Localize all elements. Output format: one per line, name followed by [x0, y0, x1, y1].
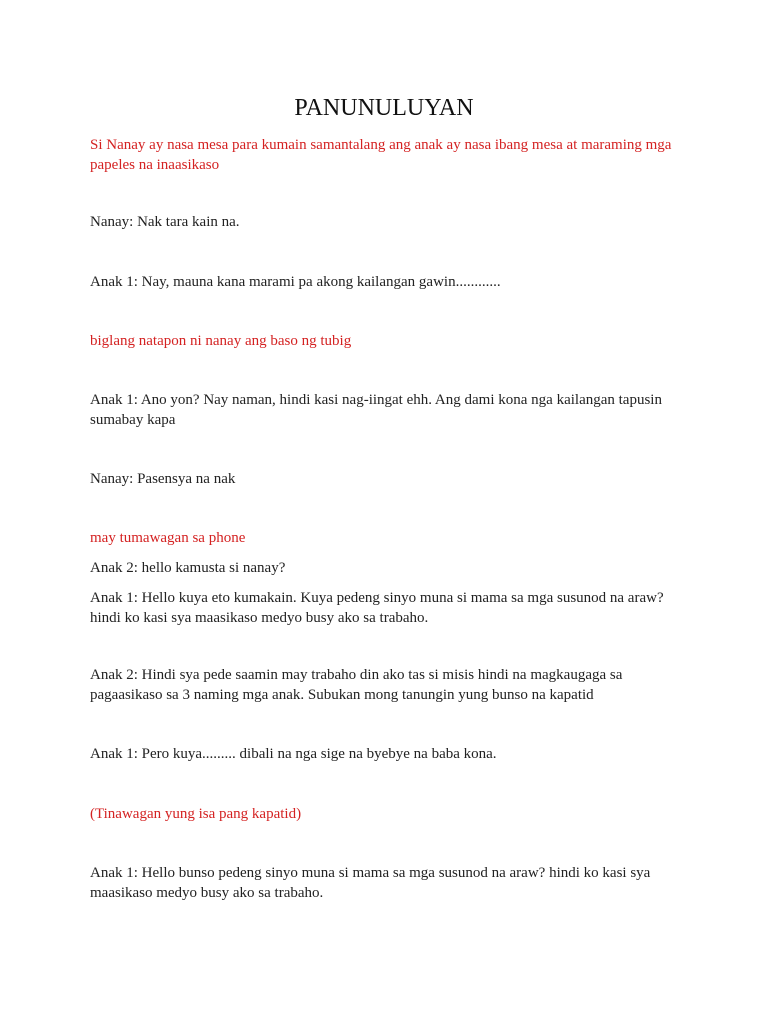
dialogue-anak1-3: Anak 1: Hello kuya eto kumakain. Kuya pedeng sinyo muna si mama sa mga susunod na araw? hindi ko kasi sya maasikaso medyo busy ako sa trabaho. — [90, 590, 664, 626]
dialogue-anak2-1: Anak 2: hello kamusta si nanay? — [90, 560, 286, 576]
dialogue-anak1-2: Anak 1: Ano yon? Nay naman, hindi kasi nag-iingat ehh. Ang dami kona nga kailangan tapusin sumabay kapa — [90, 392, 662, 428]
dialogue-anak1-1: Anak 1: Nay, mauna kana marami pa akong kailangan gawin............ — [90, 274, 501, 290]
stage-direction-2: biglang natapon ni nanay ang baso ng tubig — [90, 333, 352, 349]
dialogue-nanay-2: Nanay: Pasensya na nak — [90, 471, 236, 487]
document-title: PANUNULUYAN — [294, 95, 474, 121]
dialogue-anak1-4: Anak 1: Pero kuya......... dibali na nga sige na byebye na baba kona. — [90, 746, 497, 762]
dialogue-anak1-5: Anak 1: Hello bunso pedeng sinyo muna si mama sa mga susunod na araw? hindi ko kasi sya maasikaso medyo busy ako sa trabaho. — [90, 865, 651, 901]
dialogue-anak2-2: Anak 2: Hindi sya pede saamin may trabaho din ako tas si misis hindi na magkaugaga sa pagaasikaso sa 3 naming mga anak. Subukan mong tanungin yung bunso na kapatid — [90, 667, 623, 703]
stage-direction-3: may tumawagan sa phone — [90, 530, 246, 546]
stage-direction-4: (Tinawagan yung isa pang kapatid) — [90, 806, 302, 822]
dialogue-nanay-1: Nanay: Nak tara kain na. — [90, 214, 240, 230]
stage-direction-1: Si Nanay ay nasa mesa para kumain samantalang ang anak ay nasa ibang mesa at maraming mga papeles na inaasikaso — [90, 137, 672, 173]
